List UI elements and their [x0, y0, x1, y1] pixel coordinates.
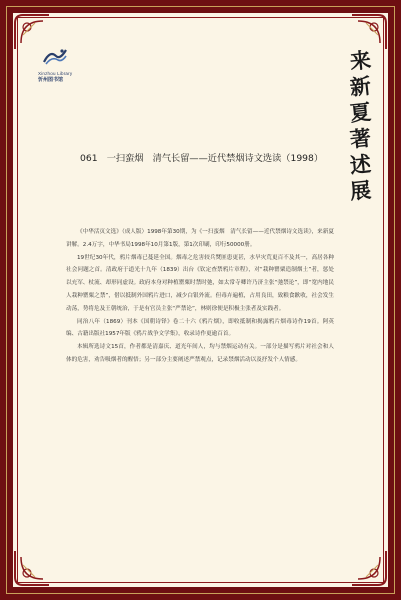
paragraph: 《中华活页文选》（成人版）1998年第30期，为《一扫蛮烟 清气长留——近代禁烟诗文选读》，来新夏讲解。2.4万字，中华书局1998年10月第1版，第1次印刷，印行50000册。 — [66, 229, 334, 248]
library-logo-chinese: 忻州图书馆 — [38, 77, 64, 83]
corner-ornament-bottom-left — [13, 549, 51, 587]
calligraphy-char: 新 — [348, 72, 372, 101]
exhibition-calligraphy-title — [345, 48, 375, 204]
calligraphy-char: 来 — [348, 46, 372, 75]
library-logo — [38, 46, 108, 83]
library-logo-english: Xinzhou Library — [38, 71, 73, 76]
library-logo-icon — [42, 46, 68, 66]
paragraph: 19世纪30年代，鸦片烟毒已蔓延全国。烟毒之危害较兵燹匪患更甚，水旱灾荒更百不及其一，高居各种社会问题之首。清政府于道光十九年（1839）出台《钦定查禁鸦片章程》，对“栽种罂粟造制烟土”者，惩处以充军、杖流、却形同虚设。政府本身对种植罂粟时禁时弛，如太常寺卿许乃济主张“弛禁论”，即“宽内地民人栽种罂粟之禁”，借以抵制外国鸦片进口，减少白银外流。但毒卉遍植，占用良田，致粮食歉收，社会发生动荡，势将危及王朝统治，于是有官员主张“严禁论”，林则徐便是积极主张者及实践者。 — [66, 254, 334, 312]
calligraphy-char: 述 — [348, 150, 372, 179]
document-body — [66, 226, 334, 367]
corner-ornament-bottom-right — [350, 549, 388, 587]
document-title: 061 一扫蛮烟 清气长留——近代禁烟诗文选读（1998） — [80, 153, 324, 164]
paragraph: 本辑所选诗文15首，作者都是清嘉庆、道光年间人，均与禁烟运动有关。一部分是描写鸦片对社会和人体的危害，劝告吸烟者的醒悟；另一部分主要阐述严禁观点，记录禁烟活动以及抒发个人情感。 — [66, 344, 334, 363]
calligraphy-char: 夏 — [348, 98, 372, 127]
corner-ornament-top-right — [350, 13, 388, 51]
calligraphy-char: 著 — [348, 124, 372, 153]
calligraphy-char: 展 — [348, 176, 372, 205]
paragraph: 同治八年（1869）刊本《国朝诗铎》卷二十六《鸦片烟》，即收抵制和揭露鸦片烟毒诗作19首。阿英编、古籍出版社1957年版《鸦片战争文学集》，收录诗作更逾百首。 — [66, 318, 334, 338]
